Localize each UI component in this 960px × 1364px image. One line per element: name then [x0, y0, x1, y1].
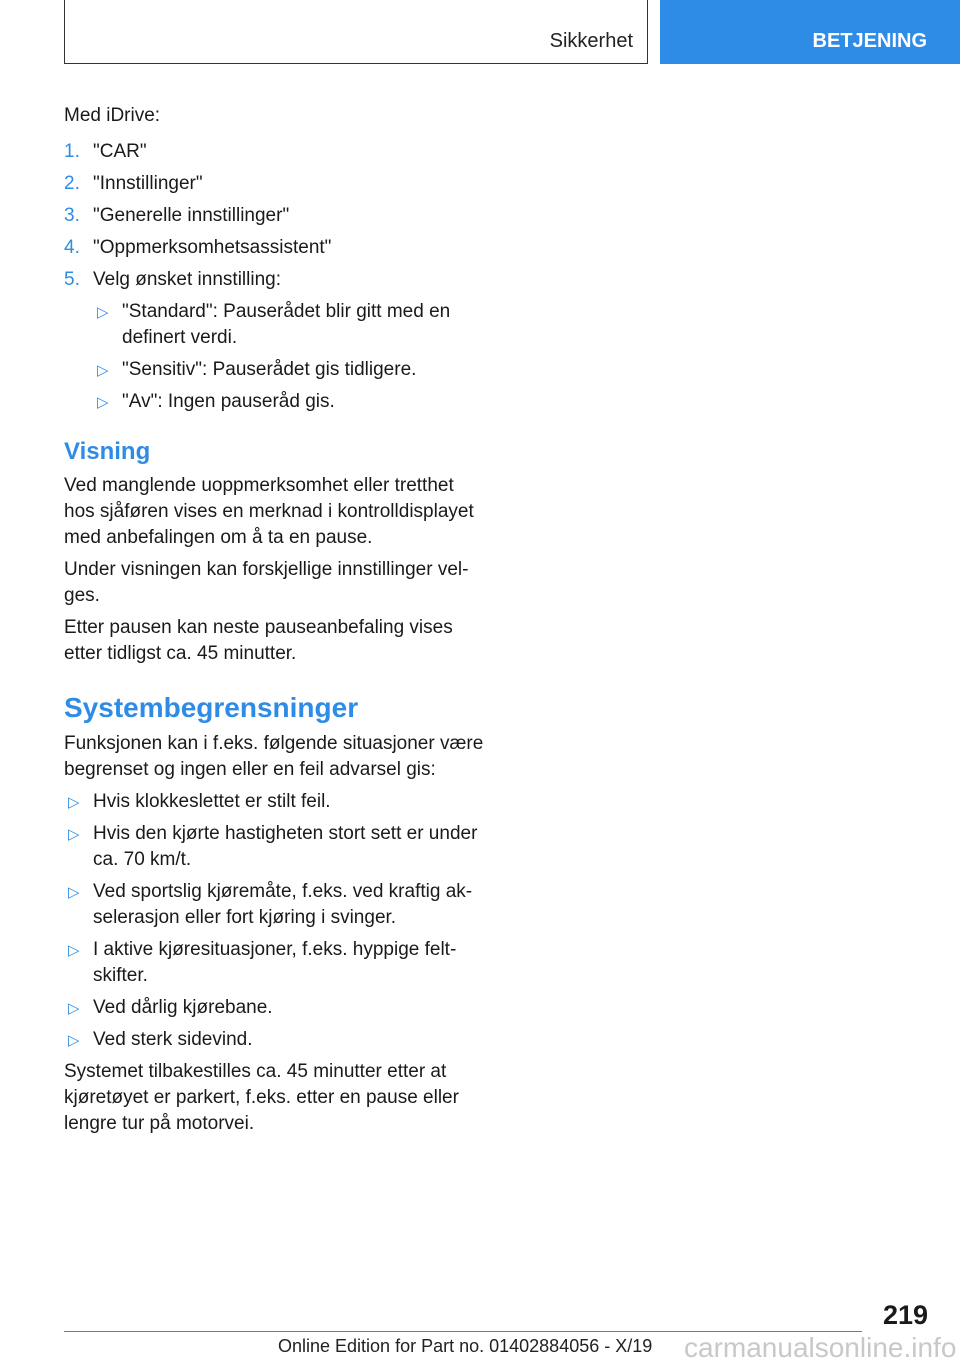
limitation-item	[64, 789, 484, 815]
footer-edition: Online Edition for Part no. 01402884056 - X/19	[278, 1336, 653, 1356]
triangle-bullet-icon: ▷	[68, 826, 80, 843]
systembegrensninger-outro: Systemet tilbakestilles ca. 45 minutter etter at kjøretøyet er parkert, f.eks. etter en pause eller lengre tur på motorvei.	[64, 1061, 459, 1134]
step-text: "CAR"	[93, 141, 147, 162]
step-item	[64, 203, 484, 229]
limitation-text: I aktive kjøresituasjoner, f.eks. hyppige feltskifter.	[93, 939, 457, 986]
step-text: "Oppmerksomhetsassistent"	[93, 237, 332, 258]
step-item	[64, 267, 484, 415]
limitation-text: Ved sterk sidevind.	[93, 1029, 253, 1050]
page-content	[64, 103, 484, 1143]
limitation-list	[64, 789, 484, 1053]
limitation-text: Hvis den kjørte hastigheten stort sett er under ca. 70 km/t.	[93, 823, 478, 870]
idrive-intro: Med iDrive:	[64, 105, 161, 126]
header-section-title: Sikkerhet	[549, 30, 633, 52]
limitation-item	[64, 995, 484, 1021]
option-item	[93, 357, 484, 383]
limitation-item	[64, 879, 484, 931]
triangle-bullet-icon: ▷	[68, 1032, 80, 1049]
step-item	[64, 139, 484, 165]
triangle-bullet-icon: ▷	[68, 942, 80, 959]
header-chapter-title: BETJENING	[812, 30, 927, 52]
option-item	[93, 389, 484, 415]
limitation-text: Ved dårlig kjørebane.	[93, 997, 273, 1018]
step-item	[64, 171, 484, 197]
step-text: "Innstillinger"	[93, 173, 203, 194]
step-text: Velg ønsket innstilling:	[93, 269, 281, 290]
option-text: "Av": Ingen pauseråd gis.	[122, 391, 335, 412]
step5-options	[93, 299, 484, 415]
idrive-steps	[64, 139, 484, 415]
option-text: "Sensitiv": Pauserådet gis tidligere.	[122, 359, 417, 380]
systembegrensninger-heading: Systembegrensninger	[64, 692, 359, 723]
triangle-bullet-icon: ▷	[97, 362, 109, 379]
step-number: 1.	[64, 141, 80, 162]
step-text: "Generelle innstillinger"	[93, 205, 290, 226]
visning-paragraph: Ved manglende uoppmerksomhet eller tretthet hos sjåføren vises en merknad i kontrolldisplayet med anbefalingen om å ta en pause.	[64, 475, 474, 548]
option-item	[93, 299, 484, 351]
triangle-bullet-icon: ▷	[97, 394, 109, 411]
limitation-item	[64, 1027, 484, 1053]
watermark-logo: carmanualsonline.info	[684, 1332, 957, 1363]
step-number: 3.	[64, 205, 80, 226]
visning-heading: Visning	[64, 438, 151, 465]
step-item	[64, 235, 484, 261]
triangle-bullet-icon: ▷	[68, 884, 80, 901]
step-number: 4.	[64, 237, 80, 258]
visning-paragraph: Etter pausen kan neste pauseanbefaling vises etter tidligst ca. 45 minutter.	[64, 617, 453, 664]
step-number: 2.	[64, 173, 80, 194]
header-chapter-tab	[660, 0, 960, 64]
step-number: 5.	[64, 269, 80, 290]
limitation-text: Ved sportslig kjøremåte, f.eks. ved kraftig akselerasjon eller fort kjøring i svinger.	[93, 881, 473, 928]
triangle-bullet-icon: ▷	[68, 1000, 80, 1017]
limitation-text: Hvis klokkeslettet er stilt feil.	[93, 791, 331, 812]
page-number: 219	[882, 1300, 928, 1330]
triangle-bullet-icon: ▷	[97, 304, 109, 321]
triangle-bullet-icon: ▷	[68, 794, 80, 811]
limitation-item	[64, 937, 484, 989]
header-section-box	[64, 0, 648, 64]
limitation-item	[64, 821, 484, 873]
visning-paragraph: Under visningen kan forskjellige innstillinger velges.	[64, 559, 469, 606]
option-text: "Standard": Pauserådet blir gitt med en definert verdi.	[122, 301, 451, 348]
systembegrensninger-intro: Funksjonen kan i f.eks. følgende situasjoner være begrenset og ingen eller en feil advarsel gis:	[64, 733, 484, 780]
